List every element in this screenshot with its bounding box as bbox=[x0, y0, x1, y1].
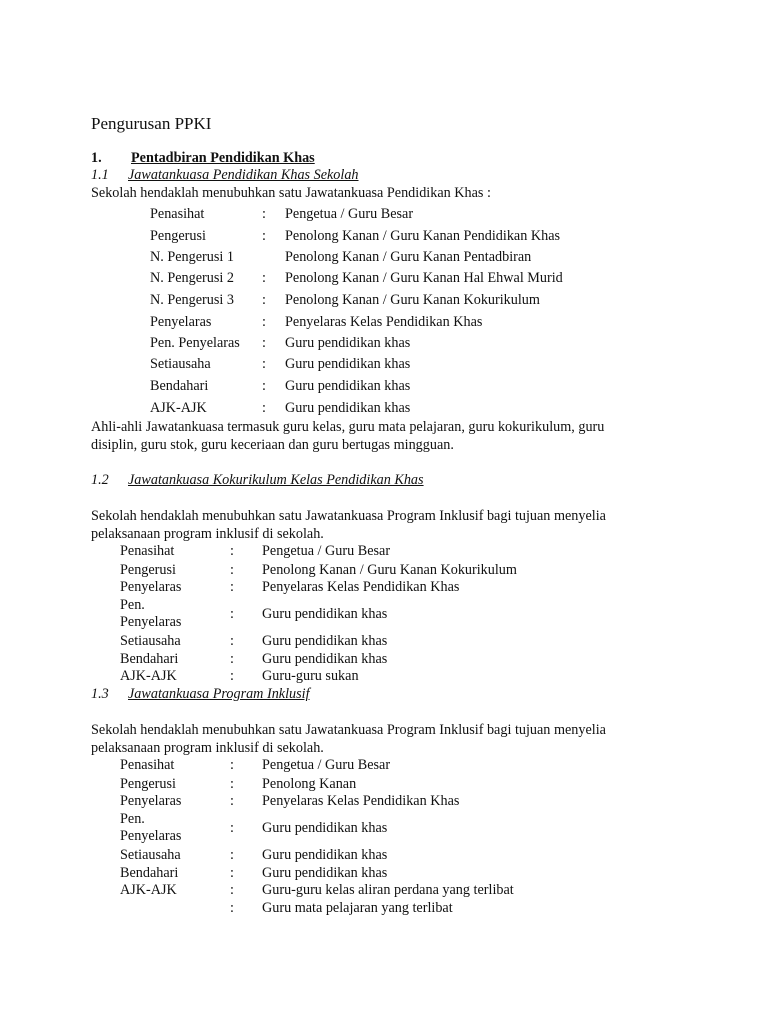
role-value: Guru-guru sukan bbox=[262, 668, 359, 684]
role-value: Penolong Kanan / Guru Kanan Hal Ehwal Murid bbox=[285, 270, 563, 286]
role-separator: : bbox=[230, 793, 234, 809]
table-row bbox=[0, 206, 768, 226]
role-label: Pen. Penyelaras bbox=[120, 811, 182, 845]
table-row bbox=[0, 579, 768, 599]
role-separator: : bbox=[262, 335, 266, 351]
role-value: Penyelaras Kelas Pendidikan Khas bbox=[285, 314, 483, 330]
role-label: Penasihat bbox=[120, 543, 175, 559]
role-label: AJK-AJK bbox=[120, 668, 177, 684]
role-separator: : bbox=[230, 651, 234, 667]
role-label: Pengerusi bbox=[150, 228, 206, 244]
role-value: Guru pendidikan khas bbox=[262, 820, 388, 836]
role-separator: : bbox=[262, 292, 266, 308]
table-row bbox=[0, 335, 768, 355]
role-value: Guru pendidikan khas bbox=[262, 865, 388, 881]
role-value: Pengetua / Guru Besar bbox=[285, 206, 414, 222]
role-label: Penasihat bbox=[150, 206, 205, 222]
role-separator: : bbox=[262, 314, 266, 330]
role-separator: : bbox=[230, 882, 234, 898]
role-label: Setiausaha bbox=[150, 356, 211, 372]
table-row bbox=[0, 270, 768, 290]
role-label: Penyelaras bbox=[120, 793, 182, 809]
section1-title: Jawatankuasa Pendidikan Khas Sekolah bbox=[128, 167, 359, 183]
table-row bbox=[0, 292, 768, 312]
section2-intro-line1: Sekolah hendaklah menubuhkan satu Jawatankuasa Program Inklusif bagi tujuan menyelia bbox=[91, 508, 606, 524]
role-value: Guru-guru kelas aliran perdana yang terlibat bbox=[262, 882, 514, 898]
role-separator: : bbox=[230, 668, 234, 684]
role-value: Penolong Kanan / Guru Kanan Pendidikan Khas bbox=[285, 228, 561, 244]
role-separator: : bbox=[230, 900, 234, 916]
table-row bbox=[0, 597, 768, 633]
role-separator: : bbox=[230, 820, 234, 836]
table-row bbox=[0, 314, 768, 334]
role-separator: : bbox=[262, 378, 266, 394]
role-value: Guru pendidikan khas bbox=[262, 651, 388, 667]
role-separator: : bbox=[262, 356, 266, 372]
role-separator: : bbox=[262, 206, 266, 222]
table-row bbox=[0, 793, 768, 813]
role-value: Guru pendidikan khas bbox=[285, 335, 411, 351]
role-label: Penasihat bbox=[120, 757, 175, 773]
table-row bbox=[0, 400, 768, 420]
role-separator: : bbox=[230, 865, 234, 881]
section1-number: 1.1 bbox=[91, 167, 109, 183]
role-value: Pengetua / Guru Besar bbox=[262, 543, 391, 559]
table-row bbox=[0, 900, 768, 920]
role-label: N. Pengerusi 1 bbox=[150, 249, 234, 265]
role-label: N. Pengerusi 3 bbox=[150, 292, 234, 308]
role-value: Guru mata pelajaran yang terlibat bbox=[262, 900, 453, 916]
table-row bbox=[0, 356, 768, 376]
table-row bbox=[0, 757, 768, 777]
role-label: N. Pengerusi 2 bbox=[150, 270, 234, 286]
role-separator: : bbox=[230, 776, 234, 792]
role-separator: : bbox=[230, 606, 234, 622]
role-value: Guru pendidikan khas bbox=[262, 633, 388, 649]
role-value: Guru pendidikan khas bbox=[285, 378, 411, 394]
role-value: Guru pendidikan khas bbox=[285, 400, 411, 416]
role-value: Guru pendidikan khas bbox=[285, 356, 411, 372]
table-row bbox=[0, 811, 768, 847]
role-value: Pengetua / Guru Besar bbox=[262, 757, 391, 773]
section1-intro: Sekolah hendaklah menubuhkan satu Jawatankuasa Pendidikan Khas : bbox=[91, 185, 491, 201]
section3-intro-line1: Sekolah hendaklah menubuhkan satu Jawatankuasa Program Inklusif bagi tujuan menyelia bbox=[91, 722, 606, 738]
role-separator: : bbox=[262, 270, 266, 286]
section3-number: 1.3 bbox=[91, 686, 109, 702]
role-separator: : bbox=[262, 400, 266, 416]
section2-intro-line2: pelaksanaan program inklusif di sekolah. bbox=[91, 526, 324, 542]
heading-text: Pentadbiran Pendidikan Khas bbox=[131, 150, 315, 166]
heading-number: 1. bbox=[91, 150, 102, 166]
table-row bbox=[0, 882, 768, 902]
role-separator: : bbox=[262, 228, 266, 244]
role-separator: : bbox=[230, 847, 234, 863]
role-label: AJK-AJK bbox=[120, 882, 177, 898]
section2-title: Jawatankuasa Kokurikulum Kelas Pendidikan Khas bbox=[128, 472, 424, 488]
section1-note-line2: disiplin, guru stok, guru keceriaan dan guru bertugas mingguan. bbox=[91, 437, 454, 453]
role-label: Pen. Penyelaras bbox=[150, 335, 240, 351]
role-label: Penyelaras bbox=[120, 579, 182, 595]
table-row bbox=[0, 668, 768, 688]
table-row bbox=[0, 249, 768, 269]
role-separator: : bbox=[230, 579, 234, 595]
role-separator: : bbox=[230, 757, 234, 773]
role-value: Penyelaras Kelas Pendidikan Khas bbox=[262, 793, 460, 809]
role-value: Penolong Kanan bbox=[262, 776, 357, 792]
page-title: Pengurusan PPKI bbox=[91, 114, 212, 133]
role-label: AJK-AJK bbox=[150, 400, 207, 416]
role-label: Bendahari bbox=[120, 865, 179, 881]
section3-intro-line2: pelaksanaan program inklusif di sekolah. bbox=[91, 740, 324, 756]
section3-title: Jawatankuasa Program Inklusif bbox=[128, 686, 310, 702]
role-value: Penyelaras Kelas Pendidikan Khas bbox=[262, 579, 460, 595]
role-value: Guru pendidikan khas bbox=[262, 847, 388, 863]
role-value: Guru pendidikan khas bbox=[262, 606, 388, 622]
role-label: Setiausaha bbox=[120, 633, 181, 649]
table-row bbox=[0, 228, 768, 248]
section1-note-line1: Ahli-ahli Jawatankuasa termasuk guru kelas, guru mata pelajaran, guru kokurikulum, guru bbox=[91, 419, 605, 435]
role-label: Pen. Penyelaras bbox=[120, 597, 182, 631]
role-value: Penolong Kanan / Guru Kanan Pentadbiran bbox=[285, 249, 532, 265]
role-separator: : bbox=[230, 562, 234, 578]
role-value: Penolong Kanan / Guru Kanan Kokurikulum bbox=[262, 562, 517, 578]
role-separator: : bbox=[230, 633, 234, 649]
table-row bbox=[0, 543, 768, 563]
table-row bbox=[0, 847, 768, 867]
role-value: Penolong Kanan / Guru Kanan Kokurikulum bbox=[285, 292, 540, 308]
table-row bbox=[0, 633, 768, 653]
role-label: Pengerusi bbox=[120, 776, 176, 792]
role-label: Setiausaha bbox=[120, 847, 181, 863]
role-label: Bendahari bbox=[120, 651, 179, 667]
role-label: Penyelaras bbox=[150, 314, 212, 330]
section2-number: 1.2 bbox=[91, 472, 109, 488]
table-row bbox=[0, 378, 768, 398]
role-label: Bendahari bbox=[150, 378, 209, 394]
role-label: Pengerusi bbox=[120, 562, 176, 578]
role-separator: : bbox=[230, 543, 234, 559]
